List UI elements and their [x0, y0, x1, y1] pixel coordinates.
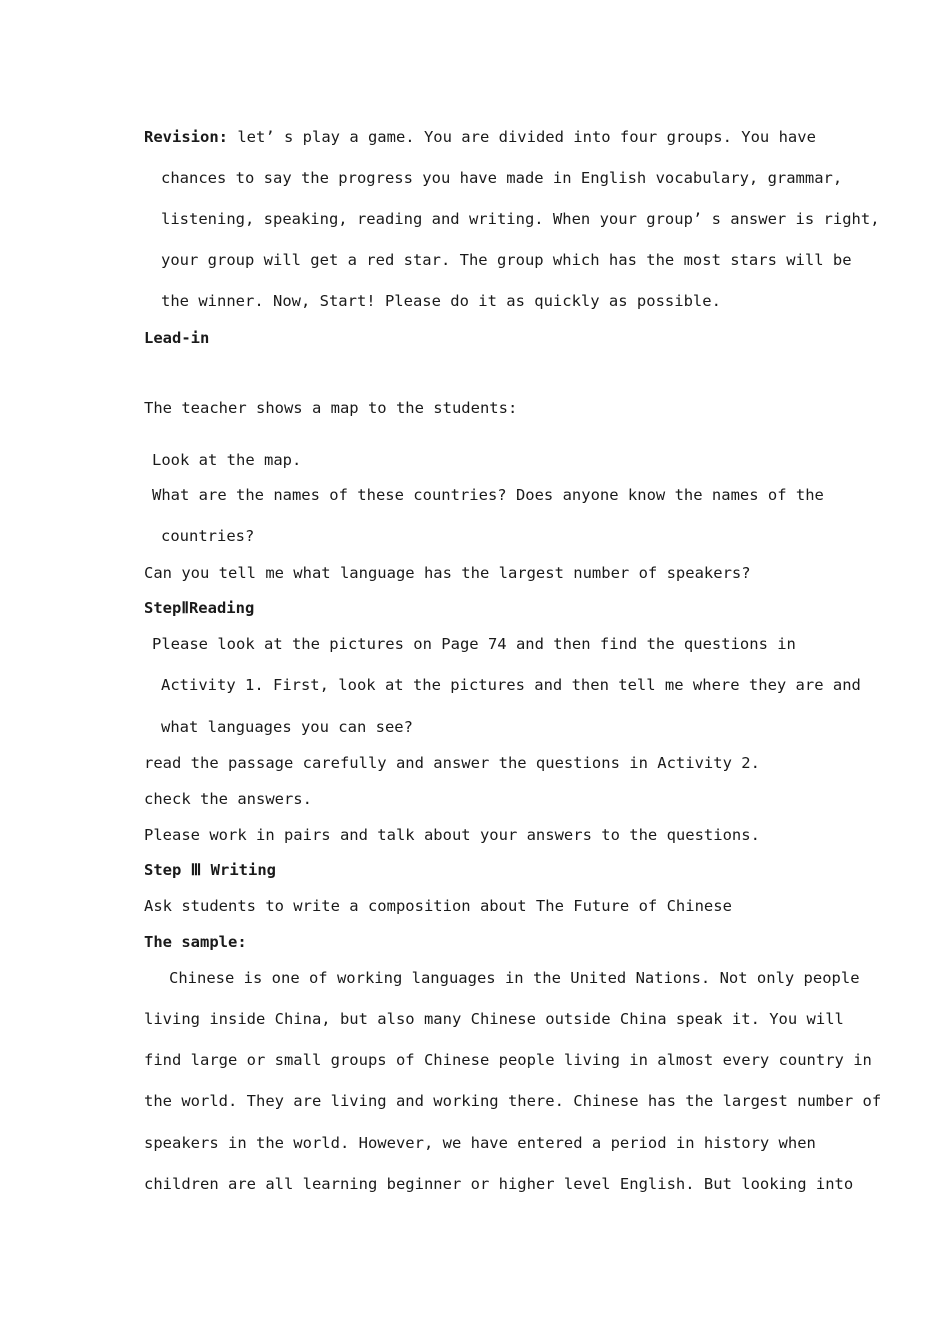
lead-in-line-3: countries? — [161, 527, 255, 545]
step2-line-1: Please look at the pictures on Page 74 and then find the questions in — [152, 635, 796, 653]
revision-line-4: your group will get a red star. The group which has the most stars will be — [161, 251, 852, 269]
step3-heading: Step Ⅲ Writing — [144, 861, 276, 879]
lead-in-line-1: Look at the map. — [152, 451, 302, 469]
step3-line-1: Ask students to write a composition about The Future of Chinese — [144, 897, 732, 915]
step2-line-3: what languages you can see? — [161, 718, 413, 736]
revision-line-5: the winner. Now, Start! Please do it as quickly as possible. — [161, 292, 721, 310]
step2-line-4: read the passage carefully and answer the questions in Activity 2. — [144, 754, 760, 772]
sample-line-6: children are all learning beginner or higher level English. But looking into — [144, 1175, 854, 1193]
sample-line-2: living inside China, but also many Chinese outside China speak it. You will — [144, 1010, 844, 1028]
revision-text: let’ s play a game. You are divided into four groups. You have — [228, 128, 816, 146]
step2-heading: StepⅡReading — [144, 599, 255, 617]
sample-heading: The sample: — [144, 933, 247, 951]
sample-line-4: the world. They are living and working there. Chinese has the largest number of — [144, 1092, 882, 1110]
sample-line-5: speakers in the world. However, we have entered a period in history when — [144, 1134, 816, 1152]
revision-line-1 — [144, 127, 816, 147]
revision-line-3: listening, speaking, reading and writing. When your group’ s answer is right, — [161, 210, 880, 228]
lead-in-heading: Lead-in — [144, 329, 210, 347]
sample-line-3: find large or small groups of Chinese people living in almost every country in — [144, 1051, 872, 1069]
step2-line-2: Activity 1. First, look at the pictures and then tell me where they are and — [161, 676, 861, 694]
lead-in-intro: The teacher shows a map to the students: — [144, 399, 518, 417]
step2-line-5: check the answers. — [144, 790, 312, 808]
revision-heading: Revision: — [144, 128, 228, 146]
lead-in-line-2: What are the names of these countries? Does anyone know the names of the — [152, 486, 824, 504]
sample-line-1: Chinese is one of working languages in the United Nations. Not only people — [169, 969, 860, 987]
revision-line-2: chances to say the progress you have made in English vocabulary, grammar, — [161, 169, 843, 187]
step2-line-6: Please work in pairs and talk about your answers to the questions. — [144, 826, 760, 844]
lead-in-line-4: Can you tell me what language has the largest number of speakers? — [144, 564, 751, 582]
